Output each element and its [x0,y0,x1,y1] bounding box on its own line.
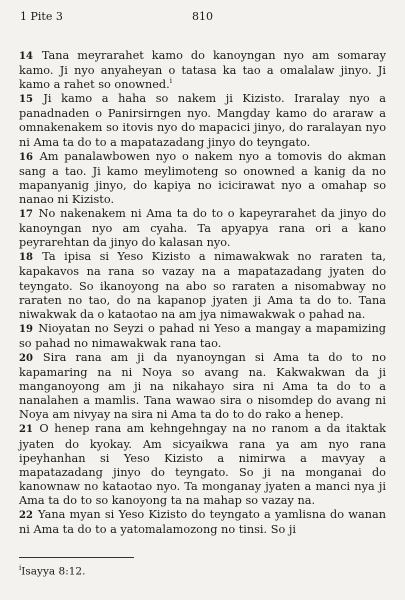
verse-number: 19 [19,323,38,335]
verse-text: O henep rana am kehngehngay na no ranom a da itaktak jyaten do kyokay. Am sicyaikwa rana ya am nyo rana ipeyhanhan si Yeso Kizisto a nimirwa a mavyay a mapatazadang jinyo do teyngato. So ji na monganai do kanownaw no kataotao nyo. Ta monganay jyaten a manci nya ji Ama ta do to so kanoyong ta na mahap so vazay na. [19,422,386,507]
verse-19 [19,322,386,351]
verse-22 [19,508,386,537]
page-number: 810 [192,10,213,23]
verse-text: Ta ipisa si Yeso Kizisto a nimawakwak no raraten ta, kapakavos na rana so vazay na a mapatazadang jyaten do teyngato. So ikanoyong na abo so raraten a nisomabway no raraten no tao, do na kapanop jyaten ji Ama ta do to. Tana niwakwak da o kataotao na am jya nimawakwak o pahad na. [19,250,386,321]
verse-number: 15 [19,94,43,106]
verse-number: 17 [19,209,38,221]
footnote-text: Isayya 8:12. [21,565,86,578]
verse-21 [19,422,386,508]
verse-17 [19,207,386,250]
verse-20 [19,351,386,422]
verse-text: Nioyatan no Seyzi o pahad ni Yeso a mangay a mapamizing so pahad no nimawakwak rana tao. [19,321,386,350]
verse-text: Sira rana am ji da nyanoyngan si Ama ta do to no kapamaring na ni Noya so avang na. Kakwakwan da ji manganoyong am ji na nikahayo sira ni Ama ta do to a nanalahen a mamlis. Tana wawao sira o nisomdep do avang ni Noya am nivyay na sira ni Ama ta do to do rako a henep. [19,350,386,422]
footnote-marker: i [169,77,173,86]
running-head: 1 Pite 3 [20,10,63,23]
verse-18 [19,250,386,321]
verse-number: 16 [19,151,39,163]
scripture-text [19,49,386,537]
verse-number: 21 [19,424,39,436]
verse-14 [19,49,386,92]
footnote-divider [19,557,134,558]
verse-15 [19,92,386,149]
verse-number: 22 [19,510,38,521]
verse-16 [19,150,386,207]
verse-text: Am panalawbowen nyo o nakem nyo a tomovis do akman sang a tao. Ji kamo meylimoteng so onowned a kanig da no mapanyanig jinyo, do kapiya no icicirawat nyo a omahap so nanao ni Kizisto. [19,149,386,206]
verse-text: No nakenakem ni Ama ta do to o kapeyrarahet da jinyo do kanoyngan nyo am cyaha. Ta apyapya rana ori a kano peyrarehtan da jinyo do kalasan nyo. [19,207,386,250]
footnote-mark: i [19,564,22,572]
verse-text: Ji kamo a haha so nakem ji Kizisto. Iraralay nyo a panadnaden o Panirsirngen nyo. Mangday kamo do araraw a omnakenakem so itovis nyo do mapacici jinyo, do raralayan nyo ni Ama ta do to a mapatazadang jinyo do teyngato. [19,92,386,149]
verse-number: 18 [19,252,42,264]
verse-number: 20 [19,352,42,364]
footnote [19,564,85,578]
verse-text: Yana myan si Yeso Kizisto do teyngato a yamlisna do wanan ni Ama ta do to a yatomalamozong no tinsi. So ji [19,508,386,537]
page-header [14,10,391,26]
verse-number: 14 [19,51,41,62]
verse-text: Tana meyrarahet kamo do kanoyngan nyo am somaray kamo. Ji nyo anyaheyan o tatasa ka tao a omalalaw jinyo. Ji kamo a rahet so onowned. [19,49,386,92]
